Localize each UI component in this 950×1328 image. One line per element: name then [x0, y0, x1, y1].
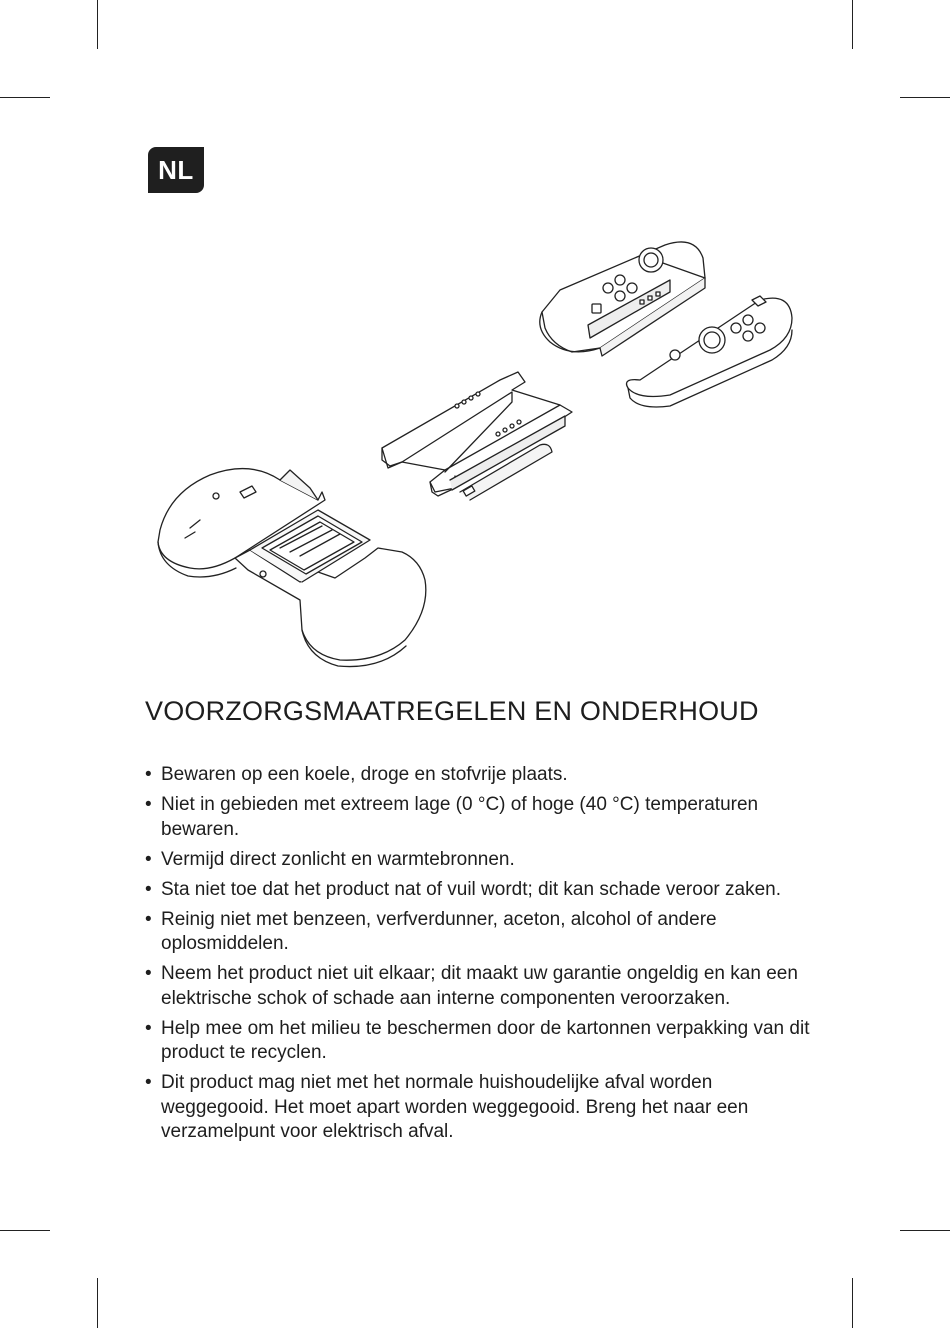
crop-mark-bottom-left-horizontal: [0, 1230, 50, 1231]
list-item: • Vermijd direct zonlicht en warmtebronnen.: [145, 848, 825, 873]
list-item: • Dit product mag niet met het normale huishoudelijke afval worden weggegooid. Het moet apart worden weggegooid. Breng het naar een verzamelpunt voor elektrisch afval.: [145, 1071, 825, 1145]
list-item: • Help mee om het milieu te beschermen door de kartonnen verpakking van dit product te recyclen.: [145, 1017, 825, 1066]
grip-handle-icon: [158, 469, 426, 667]
crop-mark-bottom-left-vertical: [97, 1278, 98, 1328]
language-badge: NL: [148, 147, 204, 193]
joycon-upper-icon: [540, 242, 705, 356]
precautions-list: [145, 763, 825, 1150]
list-item: • Niet in gebieden met extreem lage (0 °C) of hoge (40 °C) temperaturen bewaren.: [145, 793, 825, 842]
crop-mark-top-right-vertical: [852, 0, 853, 49]
crop-mark-top-left-horizontal: [0, 97, 50, 98]
crop-mark-bottom-right-horizontal: [900, 1230, 950, 1231]
controller-grip-illustration: [140, 230, 820, 670]
crop-mark-top-left-vertical: [97, 0, 98, 49]
list-item: • Neem het product niet uit elkaar; dit maakt uw garantie ongeldig en kan een elektrische schok of schade aan interne componenten veroorzaken.: [145, 962, 825, 1011]
list-item: • Bewaren op een koele, droge en stofvrije plaats.: [145, 763, 825, 788]
list-item: • Reinig niet met benzeen, verfverdunner, aceton, alcohol of andere oplosmiddelen.: [145, 908, 825, 957]
crop-mark-top-right-horizontal: [900, 97, 950, 98]
list-item: • Sta niet toe dat het product nat of vuil wordt; dit kan schade veroor zaken.: [145, 878, 825, 903]
crop-mark-bottom-right-vertical: [852, 1278, 853, 1328]
section-heading: VOORZORGSMAATREGELEN EN ONDERHOUD: [145, 696, 759, 726]
controller-grip-assembly-icon: [140, 230, 820, 670]
grip-adapter-icon: [382, 372, 572, 500]
